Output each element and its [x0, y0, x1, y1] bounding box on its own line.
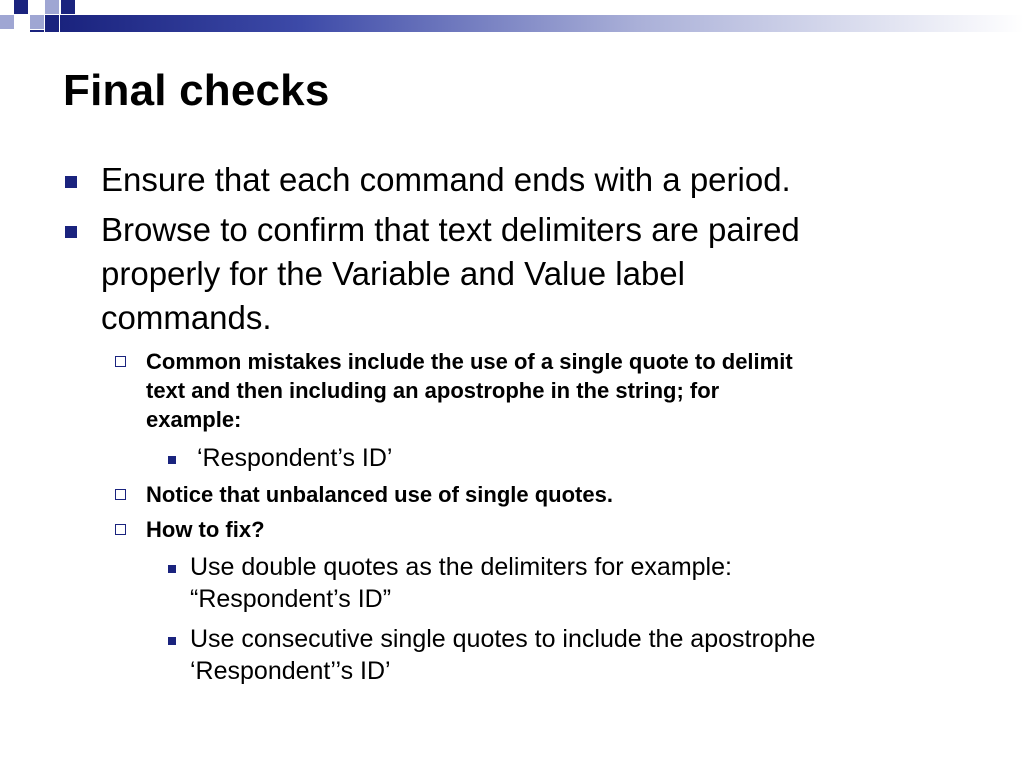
subbullet-common-mistakes	[146, 347, 976, 434]
bullet-text-line: Ensure that each command ends with a period.	[101, 161, 791, 198]
small-filled-square-bullet-icon	[168, 637, 176, 645]
bullet-text-line: properly for the Variable and Value label	[101, 255, 685, 292]
small-filled-square-bullet-icon	[168, 565, 176, 573]
fix-text-line: ‘Respondent’’s ID’	[190, 657, 391, 685]
small-filled-square-bullet-icon	[168, 456, 176, 464]
example-single-quoted	[197, 442, 987, 474]
bullet-browse-delimiters	[101, 208, 981, 340]
subbullet-text-line: Notice that unbalanced use of single quotes.	[146, 482, 613, 507]
bullet-text-line: commands.	[101, 299, 272, 336]
example-text-line: ‘Respondent’s ID’	[197, 444, 393, 472]
subbullet-text-line: example:	[146, 407, 242, 432]
fix-text-line: Use consecutive single quotes to include the apostrophe	[190, 625, 816, 653]
hollow-square-bullet-icon	[115, 356, 126, 367]
filled-square-bullet-icon	[65, 176, 77, 188]
hollow-square-bullet-icon	[115, 489, 126, 500]
subbullet-notice-unbalanced	[146, 480, 976, 509]
bullet-text-line: Browse to confirm that text delimiters are paired	[101, 211, 800, 248]
subbullet-how-to-fix	[146, 515, 976, 544]
slide-title: Final checks	[63, 66, 330, 115]
fix-text-line: “Respondent’s ID”	[190, 585, 392, 613]
hollow-square-bullet-icon	[115, 524, 126, 535]
fix-consecutive-quotes	[190, 623, 980, 687]
subbullet-text-line: Common mistakes include the use of a single quote to delimit	[146, 349, 793, 374]
fix-text-line: Use double quotes as the delimiters for example:	[190, 553, 732, 581]
bullet-ensure-period	[101, 158, 981, 202]
subbullet-text-line: text and then including an apostrophe in the string; for	[146, 378, 720, 403]
filled-square-bullet-icon	[65, 226, 77, 238]
subbullet-text-line: How to fix?	[146, 517, 265, 542]
fix-double-quotes	[190, 551, 980, 615]
